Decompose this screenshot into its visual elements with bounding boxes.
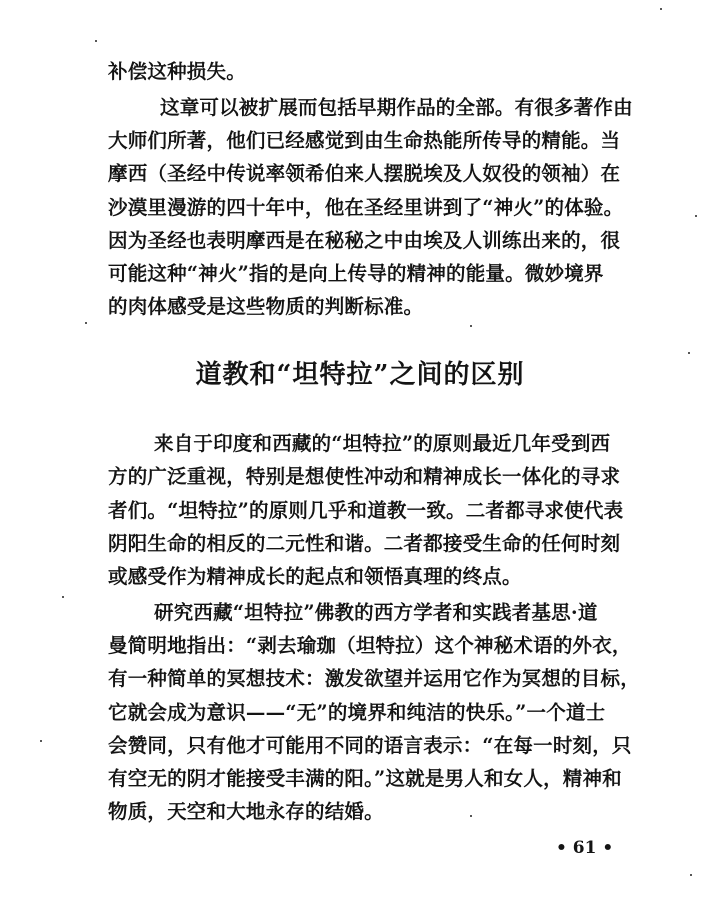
page-number: • 61 • xyxy=(556,838,614,858)
scan-speck xyxy=(95,40,97,42)
scan-speck xyxy=(62,596,64,598)
text-line: 有空无的阴才能接受丰满的阳。”这就是男人和女人，精神和 xyxy=(108,767,622,790)
text-line: 补偿这种损失。 xyxy=(108,60,246,83)
text-line: 大师们所著，他们已经感觉到由生命热能所传导的精能。当 xyxy=(108,129,621,152)
text-line: 方的广泛重视，特别是想使性冲动和精神成长一体化的寻求 xyxy=(108,465,621,488)
text-line: 者们。“坦特拉”的原则几乎和道教一致。二者都寻求使代表 xyxy=(108,499,624,522)
scan-speck xyxy=(85,322,87,324)
text-line: 阴阳生命的相反的二元性和谐。二者都接受生命的任何时刻 xyxy=(108,532,621,555)
text-line: 可能这种“神火”指的是向上传导的精神的能量。微妙境界 xyxy=(108,262,604,285)
text-line: 摩西（圣经中传说率领希伯来人摆脱埃及人奴役的领袖）在 xyxy=(108,162,621,185)
text-line: 会赞同，只有他才可能用不同的语言表示：“在每一时刻，只 xyxy=(108,734,632,757)
text-line: 或感受作为精神成长的起点和领悟真理的终点。 xyxy=(108,565,522,588)
text-line: 它就会成为意识——“无”的境界和纯洁的快乐。”一个道士 xyxy=(108,701,606,724)
scan-speck xyxy=(470,815,472,817)
scan-speck xyxy=(660,8,662,10)
text-line: 来自于印度和西藏的“坦特拉”的原则最近几年受到西 xyxy=(154,432,611,455)
text-line: 物质，天空和大地永存的结婚。 xyxy=(108,800,384,823)
scan-speck xyxy=(470,325,472,327)
text-line: 的肉体感受是这些物质的判断标准。 xyxy=(108,295,424,318)
text-line: 沙漠里漫游的四十年中，他在圣经里讲到了“神火”的体验。 xyxy=(108,196,624,219)
text-line: 因为圣经也表明摩西是在秘秘之中由埃及人训练出来的，很 xyxy=(108,229,621,252)
text-line: 有一种简单的冥想技术：激发欲望并运用它作为冥想的目标， xyxy=(108,667,640,690)
text-line: 这章可以被扩展而包括早期作品的全部。有很多著作由 xyxy=(160,96,633,119)
text-line: 曼简明地指出：“剥去瑜珈（坦特拉）这个神秘术语的外衣， xyxy=(108,634,632,657)
scan-speck xyxy=(40,740,42,742)
scan-speck xyxy=(690,874,692,876)
text-line: 研究西藏“坦特拉”佛教的西方学者和实践者基思·道 xyxy=(154,601,598,624)
scan-speck xyxy=(695,215,697,217)
scan-speck xyxy=(688,352,690,354)
section-heading: 道教和“坦特拉”之间的区别 xyxy=(195,360,525,390)
